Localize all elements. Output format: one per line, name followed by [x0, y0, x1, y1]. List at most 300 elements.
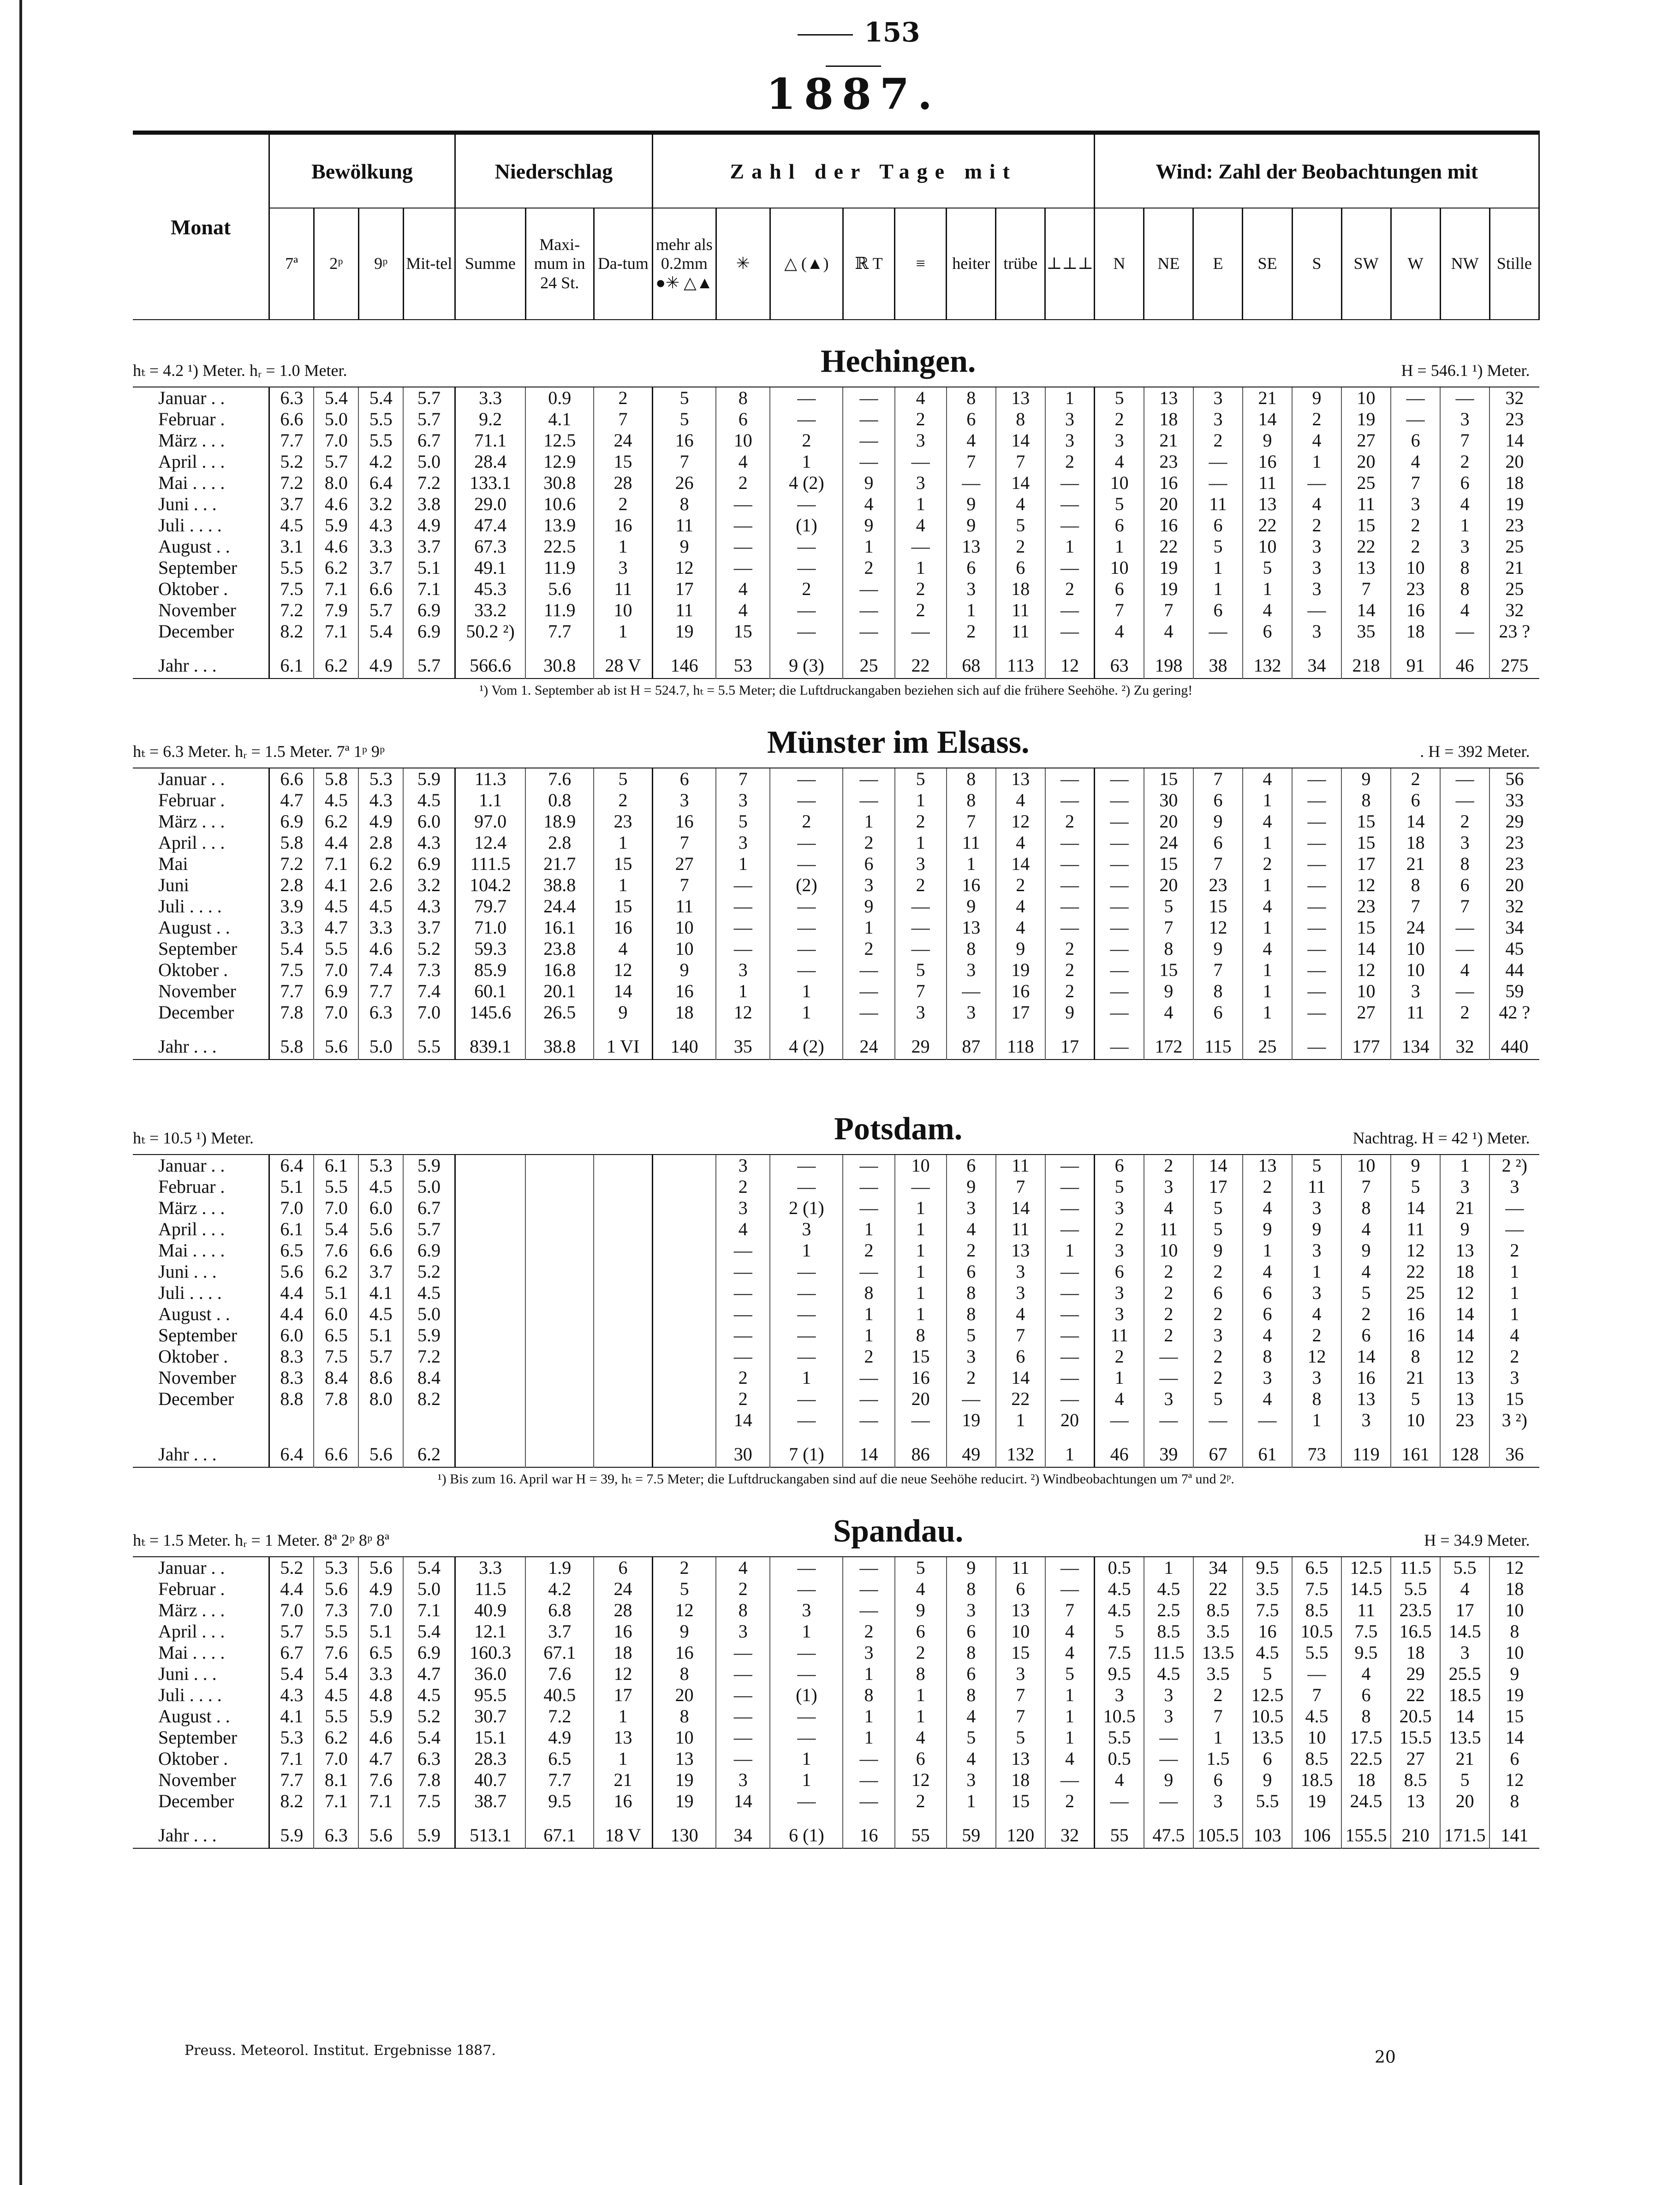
data-cell: 5	[1095, 494, 1144, 515]
data-cell: 5.5	[403, 1023, 455, 1060]
data-cell: 18	[1489, 472, 1539, 494]
data-cell: 6	[895, 1748, 947, 1769]
data-cell: 67	[1193, 1431, 1243, 1467]
data-cell: 91	[1391, 642, 1440, 679]
data-cell: 9	[1193, 938, 1243, 959]
data-cell: 2	[1193, 1685, 1243, 1706]
data-cell: —	[1489, 1219, 1539, 1240]
data-cell: 6	[1193, 1282, 1243, 1304]
data-cell: —	[843, 387, 894, 409]
data-cell: 16	[843, 1812, 894, 1848]
data-cell: 4	[1045, 1621, 1095, 1642]
data-cell: 11	[1391, 1002, 1440, 1023]
data-cell: 6.0	[358, 1197, 403, 1219]
data-cell: 2	[1193, 1367, 1243, 1388]
data-cell: 6.5	[525, 1748, 594, 1769]
data-cell: 440	[1489, 1023, 1539, 1060]
data-cell: 7.5	[403, 1791, 455, 1812]
data-cell: 171.5	[1440, 1812, 1489, 1848]
data-cell: 13.5	[1193, 1642, 1243, 1663]
data-cell: 8	[947, 938, 996, 959]
table-row	[133, 1578, 1539, 1600]
data-cell: 13	[1341, 557, 1391, 578]
data-cell: 22	[1391, 1685, 1440, 1706]
data-cell: 3	[716, 1769, 770, 1791]
data-cell: 198	[1144, 642, 1193, 679]
column-header: N	[1095, 208, 1144, 320]
month-label: April . . .	[158, 451, 225, 472]
data-cell: (1)	[770, 515, 843, 536]
data-cell: 14	[1440, 1304, 1489, 1325]
month-label: Februar .	[158, 1176, 225, 1197]
data-cell: 4.5	[358, 1176, 403, 1197]
data-cell	[358, 1410, 403, 1431]
data-cell: 10	[1391, 959, 1440, 981]
data-cell: 2	[1193, 1346, 1243, 1367]
data-cell: 15.1	[455, 1727, 525, 1748]
data-cell: 34	[716, 1812, 770, 1848]
data-cell: 275	[1489, 642, 1539, 679]
column-header: 2ᵖ	[314, 208, 358, 320]
data-cell: 4	[1144, 1002, 1193, 1023]
data-cell	[269, 1410, 314, 1431]
month-label: Juli . . . .	[158, 515, 222, 536]
data-cell: 11	[1292, 1176, 1341, 1197]
data-cell: 7.7	[269, 1769, 314, 1791]
data-cell: 1	[770, 1240, 843, 1261]
data-cell: 10	[1144, 1240, 1193, 1261]
data-cell: 6	[1489, 1748, 1539, 1769]
data-cell: 3	[947, 959, 996, 981]
data-cell: 210	[1391, 1812, 1440, 1848]
data-cell: 4.7	[314, 917, 358, 938]
data-cell: 10	[1391, 1410, 1440, 1431]
data-cell: 30	[1144, 790, 1193, 811]
data-cell: 2	[770, 811, 843, 832]
data-cell	[594, 1431, 652, 1467]
data-cell: 9.5	[1341, 1642, 1391, 1663]
data-cell: 8	[1243, 1346, 1292, 1367]
data-cell: 3	[770, 1219, 843, 1240]
data-cell	[455, 1197, 525, 1219]
data-cell: 8	[1391, 1346, 1440, 1367]
data-cell	[594, 1346, 652, 1367]
data-cell: 22	[1193, 1578, 1243, 1600]
data-cell: 1	[843, 917, 894, 938]
data-cell: 1	[1243, 917, 1292, 938]
data-cell: 12.4	[455, 832, 525, 853]
data-cell: —	[1292, 896, 1341, 917]
data-cell: 3	[895, 430, 947, 451]
data-cell: 6.9	[269, 811, 314, 832]
data-cell: 6.9	[403, 1240, 455, 1261]
data-cell: —	[843, 1197, 894, 1219]
data-cell: 1	[843, 811, 894, 832]
data-cell: 2.5	[1144, 1600, 1193, 1621]
data-cell: 5.1	[403, 557, 455, 578]
data-cell: 6.6	[269, 409, 314, 430]
data-cell: 7.5	[269, 959, 314, 981]
data-cell: 10	[1095, 557, 1144, 578]
data-cell: 19	[653, 1769, 716, 1791]
data-cell: 21	[1391, 1367, 1440, 1388]
data-cell: 6	[1243, 621, 1292, 642]
data-cell: 4.4	[269, 1282, 314, 1304]
data-cell: 4.5	[269, 515, 314, 536]
data-cell: 5.9	[403, 1325, 455, 1346]
table-row	[133, 1600, 1539, 1621]
data-cell: 7	[594, 409, 652, 430]
days-header: Zahl der Tage mit	[653, 133, 1095, 208]
data-cell: 3	[1489, 1176, 1539, 1197]
data-cell: 23	[1391, 578, 1440, 600]
data-cell: 5.0	[403, 451, 455, 472]
data-cell: 10.5	[1243, 1706, 1292, 1727]
data-cell: 10	[653, 938, 716, 959]
data-cell: 5.5	[269, 557, 314, 578]
table-row	[133, 938, 1539, 959]
data-cell: —	[843, 1791, 894, 1812]
data-cell: 4	[996, 896, 1045, 917]
data-cell: 7	[996, 1325, 1045, 1346]
data-cell: 3	[1292, 1282, 1341, 1304]
data-cell: 2	[1292, 1325, 1341, 1346]
data-cell: 16	[653, 981, 716, 1002]
data-cell: 2	[1489, 1346, 1539, 1367]
data-cell: 4	[895, 387, 947, 409]
data-cell: 15	[996, 1642, 1045, 1663]
data-cell: 16	[1243, 451, 1292, 472]
data-cell: 2	[947, 1367, 996, 1388]
data-cell: 3.8	[403, 494, 455, 515]
data-cell: —	[1045, 1197, 1095, 1219]
data-cell: —	[843, 621, 894, 642]
table-row	[133, 959, 1539, 981]
data-cell: —	[895, 896, 947, 917]
data-cell: 11.5	[1391, 1557, 1440, 1578]
data-cell: 7	[895, 981, 947, 1002]
data-cell: 6.5	[358, 1642, 403, 1663]
header-row-groups	[133, 133, 1539, 208]
data-cell: 1	[1243, 790, 1292, 811]
station-left-note: hₜ = 1.5 Meter. hᵣ = 1 Meter. 8ª 2ᵖ 8ᵖ 8ª	[133, 1531, 389, 1549]
data-cell: —	[1292, 600, 1341, 621]
data-cell: —	[1095, 1791, 1144, 1812]
data-cell: 3	[1193, 1325, 1243, 1346]
data-cell: 21	[594, 1769, 652, 1791]
data-cell	[594, 1388, 652, 1410]
data-cell: 19	[1489, 1685, 1539, 1706]
data-cell: 7.0	[314, 1197, 358, 1219]
data-cell: 21	[1440, 1197, 1489, 1219]
data-cell: 13	[1440, 1388, 1489, 1410]
data-cell: 9	[1193, 1240, 1243, 1261]
data-cell: 10	[1341, 387, 1391, 409]
data-cell: —	[1292, 832, 1341, 853]
data-cell: 6	[1193, 1002, 1243, 1023]
month-label: Oktober .	[158, 1748, 228, 1769]
data-cell: —	[770, 1325, 843, 1346]
data-cell: 22	[1243, 515, 1292, 536]
data-cell: 4	[1243, 1261, 1292, 1282]
data-cell: 5	[1391, 1388, 1440, 1410]
data-cell: 4.3	[269, 1685, 314, 1706]
data-cell: 2	[895, 875, 947, 896]
data-cell: 12	[653, 557, 716, 578]
data-cell: 2	[895, 811, 947, 832]
data-cell: 7	[996, 451, 1045, 472]
data-cell: —	[843, 1261, 894, 1282]
data-cell: —	[716, 1325, 770, 1346]
data-cell: 1	[843, 1325, 894, 1346]
data-cell: 5	[1095, 1176, 1144, 1197]
data-cell: 1	[1045, 1685, 1095, 1706]
data-cell: 87	[947, 1023, 996, 1060]
data-cell: —	[770, 1791, 843, 1812]
data-cell: 27	[1391, 1748, 1440, 1769]
table-row	[133, 1769, 1539, 1791]
separator	[133, 380, 1539, 387]
data-cell: —	[895, 451, 947, 472]
data-cell: 3	[1095, 430, 1144, 451]
data-cell: 3	[1095, 1304, 1144, 1325]
data-cell: 5.3	[269, 1727, 314, 1748]
data-cell: 16	[996, 981, 1045, 1002]
data-cell: 1.5	[1193, 1748, 1243, 1769]
data-cell: 2	[716, 1388, 770, 1410]
data-cell: 1	[1489, 1261, 1539, 1282]
data-cell: 5.9	[358, 1706, 403, 1727]
data-cell: —	[1095, 875, 1144, 896]
data-cell: —	[1440, 621, 1489, 642]
data-cell: 21	[1243, 387, 1292, 409]
data-cell: 19	[653, 621, 716, 642]
data-cell: —	[843, 1748, 894, 1769]
data-cell: 2	[843, 938, 894, 959]
data-cell: —	[1144, 1727, 1193, 1748]
data-cell: 9	[947, 1557, 996, 1578]
data-cell: 18 V	[594, 1812, 652, 1848]
month-label: Juli . . . .	[158, 1282, 222, 1303]
data-cell: 3	[1341, 1410, 1391, 1431]
data-cell: 19	[653, 1791, 716, 1812]
data-cell: 4.5	[1144, 1578, 1193, 1600]
data-cell: 6.7	[403, 430, 455, 451]
data-cell: 13	[1243, 1155, 1292, 1176]
data-cell: 12.5	[1243, 1685, 1292, 1706]
data-cell: 5	[1144, 896, 1193, 917]
data-cell: 7.0	[403, 1002, 455, 1023]
data-cell: 5	[1193, 1388, 1243, 1410]
data-cell: —	[843, 1002, 894, 1023]
data-cell: 9	[1144, 981, 1193, 1002]
data-cell: 6	[947, 1261, 996, 1282]
data-cell: 1	[895, 494, 947, 515]
data-cell: 7.4	[358, 959, 403, 981]
data-cell: 3.2	[403, 875, 455, 896]
data-cell: 40.5	[525, 1685, 594, 1706]
data-cell: 7	[1193, 853, 1243, 875]
data-cell: 0.5	[1095, 1557, 1144, 1578]
data-cell: 12	[653, 1600, 716, 1621]
station-left-note: hₜ = 4.2 ¹) Meter. hᵣ = 1.0 Meter.	[133, 361, 347, 380]
data-cell: 16	[653, 430, 716, 451]
table-row	[133, 1642, 1539, 1663]
data-cell: 5.7	[358, 1346, 403, 1367]
data-cell: 28	[594, 1600, 652, 1621]
month-label: November	[158, 1367, 236, 1388]
data-cell: 6.1	[269, 642, 314, 679]
data-cell: 7.6	[358, 1769, 403, 1791]
data-cell: 4.2	[525, 1578, 594, 1600]
data-cell: 7.2	[269, 853, 314, 875]
data-cell: 67.3	[455, 536, 525, 557]
data-cell: 5.9	[269, 1812, 314, 1848]
month-label: September	[158, 1727, 238, 1748]
data-cell: 1	[716, 981, 770, 1002]
data-cell: 5.5	[358, 409, 403, 430]
data-cell: 2 ²)	[1489, 1155, 1539, 1176]
data-cell: 10.5	[1095, 1706, 1144, 1727]
data-cell	[525, 1240, 594, 1261]
data-cell: 6.6	[358, 578, 403, 600]
data-cell: 12	[1292, 1346, 1341, 1367]
data-cell: 18.5	[1292, 1769, 1341, 1791]
data-cell: 15	[895, 1346, 947, 1367]
data-cell: 4.6	[358, 938, 403, 959]
data-cell	[455, 1367, 525, 1388]
data-cell	[653, 1346, 716, 1367]
data-cell: 113	[996, 642, 1045, 679]
data-cell: 5.7	[358, 600, 403, 621]
table-row	[133, 1410, 1539, 1431]
month-label: Februar .	[158, 409, 225, 429]
data-cell: 5.2	[403, 938, 455, 959]
table-row	[133, 875, 1539, 896]
data-cell: 5	[1095, 1621, 1144, 1642]
month-label: Mai . . . .	[158, 1240, 225, 1261]
data-cell: 18	[653, 1002, 716, 1023]
data-cell: 1	[843, 536, 894, 557]
data-cell: 10	[594, 600, 652, 621]
data-cell: 24	[1391, 917, 1440, 938]
data-cell: 28	[594, 472, 652, 494]
data-cell: 115	[1193, 1023, 1243, 1060]
data-cell: —	[770, 1155, 843, 1176]
data-cell: 128	[1440, 1431, 1489, 1467]
data-cell: 6	[1440, 472, 1489, 494]
climate-table	[133, 131, 1540, 1876]
data-cell: 3	[716, 832, 770, 853]
data-cell: 39	[1144, 1431, 1193, 1467]
data-cell: —	[770, 832, 843, 853]
data-cell: 29	[895, 1023, 947, 1060]
month-label: Oktober .	[158, 578, 228, 599]
data-cell: 5	[1193, 536, 1243, 557]
data-cell: 140	[653, 1023, 716, 1060]
data-cell: 19	[1341, 409, 1391, 430]
data-cell: —	[716, 1727, 770, 1748]
data-cell: 17	[1193, 1176, 1243, 1197]
data-cell: 4	[895, 515, 947, 536]
data-cell	[525, 1388, 594, 1410]
data-cell: —	[843, 1410, 894, 1431]
month-label: Januar . .	[158, 768, 225, 789]
data-cell: —	[770, 959, 843, 981]
data-cell: 3.5	[1193, 1621, 1243, 1642]
data-cell: 4.3	[403, 896, 455, 917]
data-cell: 3	[594, 557, 652, 578]
data-cell: —	[1095, 790, 1144, 811]
data-cell: 7.1	[403, 578, 455, 600]
data-cell: 1	[770, 1002, 843, 1023]
data-cell: 7	[1391, 472, 1440, 494]
data-cell: 4.3	[358, 790, 403, 811]
data-cell: 12	[1045, 642, 1095, 679]
data-cell: 6.2	[314, 1727, 358, 1748]
data-cell: 7.2	[525, 1706, 594, 1727]
data-cell: 15	[1341, 515, 1391, 536]
data-cell: 18	[1391, 832, 1440, 853]
data-cell: 6.8	[525, 1600, 594, 1621]
data-cell: 160.3	[455, 1642, 525, 1663]
data-cell: 6	[1391, 430, 1440, 451]
data-cell: 8	[1341, 1197, 1391, 1219]
column-header: 7ª	[269, 208, 314, 320]
data-cell: 5.5	[314, 938, 358, 959]
month-label: December	[158, 1791, 234, 1811]
data-cell: 6	[1341, 1325, 1391, 1346]
data-cell: (2)	[770, 875, 843, 896]
data-cell: 23	[1440, 1410, 1489, 1431]
data-cell: 63	[1095, 642, 1144, 679]
data-cell: 61	[1243, 1431, 1292, 1467]
data-cell: 7	[1193, 1706, 1243, 1727]
data-cell: 1	[1243, 832, 1292, 853]
data-cell: —	[895, 621, 947, 642]
data-cell: 5	[895, 959, 947, 981]
data-cell: —	[1193, 621, 1243, 642]
data-cell: 11	[996, 1557, 1045, 1578]
data-cell: —	[895, 1410, 947, 1431]
data-cell: 1	[895, 790, 947, 811]
data-cell: 7.5	[1292, 1578, 1341, 1600]
data-cell: 2	[1095, 409, 1144, 430]
table-row	[133, 768, 1539, 790]
data-cell: 2	[843, 1346, 894, 1367]
data-cell: 2	[1440, 1002, 1489, 1023]
data-cell: 4.5	[403, 790, 455, 811]
data-cell: —	[770, 768, 843, 790]
data-cell: —	[843, 768, 894, 790]
data-cell: 1	[1045, 1240, 1095, 1261]
month-label: November	[158, 1769, 236, 1790]
data-cell: 4	[1292, 430, 1341, 451]
data-cell: 14	[996, 853, 1045, 875]
data-cell: 5.7	[403, 387, 455, 409]
data-cell: —	[843, 981, 894, 1002]
data-cell: 14	[1489, 430, 1539, 451]
data-cell: —	[843, 959, 894, 981]
data-cell: 40.7	[455, 1769, 525, 1791]
data-cell: 4	[996, 917, 1045, 938]
data-cell: 32	[1489, 600, 1539, 621]
data-cell: 8	[716, 1600, 770, 1621]
data-cell: 4.2	[358, 451, 403, 472]
data-cell: 7.1	[314, 853, 358, 875]
data-cell: 5.5	[314, 1706, 358, 1727]
data-cell: 4	[1440, 1578, 1489, 1600]
